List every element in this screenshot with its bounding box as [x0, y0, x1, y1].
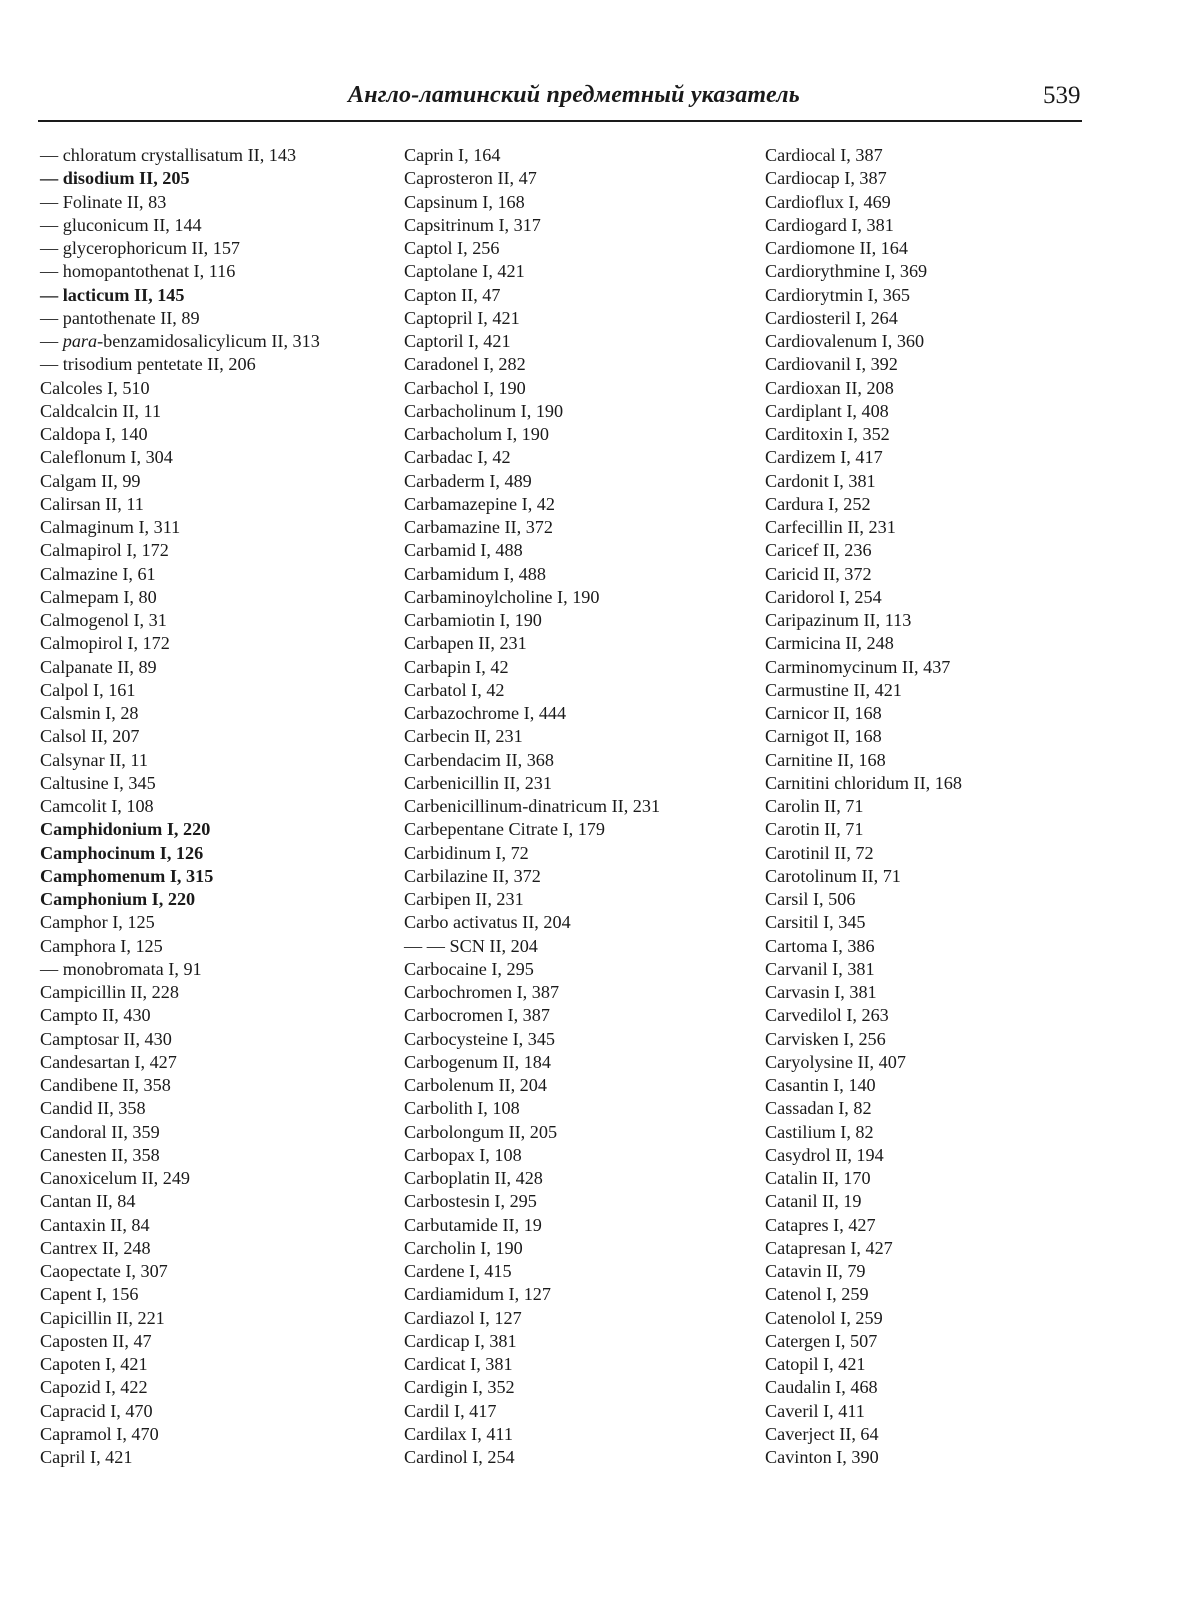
index-entry: Caudalin I, 468	[765, 1377, 878, 1398]
index-entry: — monobromata I, 91	[40, 958, 202, 979]
index-column-3	[765, 144, 962, 1469]
index-entry: Cardiorytmin I, 365	[765, 284, 910, 305]
index-entry: Camphonium I, 220	[40, 889, 196, 909]
index-entry: Carvedilol I, 263	[765, 1005, 889, 1026]
index-entry: — gluconicum II, 144	[40, 214, 202, 235]
index-column-2	[404, 144, 660, 1469]
index-entry: Caripazinum II, 113	[765, 610, 912, 630]
index-entry: Carbamiotin I, 190	[404, 610, 542, 630]
index-entry: Carbamazepine I, 42	[404, 493, 555, 514]
index-entry: — chloratum crystallisatum II, 143	[40, 145, 297, 165]
index-entry: Capsinum I, 168	[404, 191, 525, 212]
index-entry: Carnitine II, 168	[765, 749, 886, 770]
index-entry	[40, 330, 320, 353]
index-entry: Carmustine II, 421	[765, 679, 902, 700]
index-entry: Cardiplant I, 408	[765, 400, 889, 421]
index-entry: Casantin I, 140	[765, 1075, 876, 1095]
index-entry: Carbolenum II, 204	[404, 1075, 547, 1095]
index-entry: Cardinol I, 254	[404, 1447, 515, 1467]
index-entry: Carbendacim II, 368	[404, 749, 554, 770]
index-entry: Caltusine I, 345	[40, 772, 156, 793]
index-entry: Cardiorythmine I, 369	[765, 261, 928, 282]
index-entry: Carbogenum II, 184	[404, 1051, 551, 1072]
index-entry: Catopil I, 421	[765, 1354, 866, 1374]
index-entry: Carbolith I, 108	[404, 1098, 520, 1119]
index-entry: — lacticum II, 145	[40, 284, 185, 305]
index-entry: Carbazochrome I, 444	[404, 703, 567, 723]
index-entry: Carvisken I, 256	[765, 1028, 886, 1049]
index-entry: Caricef II, 236	[765, 540, 872, 561]
index-entry: Carnitini chloridum II, 168	[765, 772, 962, 793]
index-entry: Calgam II, 99	[40, 470, 141, 491]
index-entry: Calmaginum I, 311	[40, 517, 181, 537]
index-entry: Carotin II, 71	[765, 819, 864, 840]
index-entry: Cardene I, 415	[404, 1261, 512, 1281]
index-entry: Carolin II, 71	[765, 796, 864, 816]
index-entry: Cardioflux I, 469	[765, 191, 891, 212]
index-entry: Capicillin II, 221	[40, 1307, 165, 1328]
index-entry: Candibene II, 358	[40, 1075, 171, 1095]
index-entry: Carbamid I, 488	[404, 540, 523, 561]
index-entry: Carbocysteine I, 345	[404, 1028, 556, 1049]
index-entry: Cantrex II, 248	[40, 1237, 151, 1258]
index-entry: Carvanil I, 381	[765, 958, 875, 979]
index-entry: Carbaderm I, 489	[404, 470, 532, 491]
index-entry: Carbilazine II, 372	[404, 865, 541, 886]
index-entry: Capramol I, 470	[40, 1423, 159, 1444]
index-entry: Cardiazol I, 127	[404, 1307, 522, 1328]
index-entry: Calcoles I, 510	[40, 377, 150, 398]
index-entry: Canoxicelum II, 249	[40, 1168, 191, 1188]
index-entry: Carminomycinum II, 437	[765, 656, 951, 677]
index-entry: Casydrol II, 194	[765, 1144, 884, 1165]
index-entry: Calsol II, 207	[40, 726, 140, 747]
index-entry: Caprosteron II, 47	[404, 168, 537, 189]
index-entry: Carboplatin II, 428	[404, 1168, 543, 1188]
index-entry: Carotolinum II, 71	[765, 865, 901, 886]
index-entry: Catenolol I, 259	[765, 1307, 883, 1328]
index-entry: Carbipen II, 231	[404, 889, 524, 909]
index-entry: Carbepentane Citrate I, 179	[404, 819, 605, 840]
index-entry: Caricid II, 372	[765, 563, 872, 584]
index-entry: Caveril I, 411	[765, 1400, 865, 1421]
index-entry-prefix: —	[40, 331, 63, 351]
index-entry: Carfecillin II, 231	[765, 517, 896, 537]
index-entry: Catapres I, 427	[765, 1214, 876, 1235]
index-entry: Catanil II, 19	[765, 1191, 862, 1212]
index-entry: Camphomenum I, 315	[40, 865, 214, 886]
index-entry: Carbenicillin II, 231	[404, 772, 552, 793]
index-entry: — pantothenate II, 89	[40, 307, 200, 328]
index-entry: Cardiosteril I, 264	[765, 307, 898, 328]
index-entry: Carbapin I, 42	[404, 656, 509, 677]
index-entry: Carbo activatus II, 204	[404, 912, 571, 933]
index-entry: Caldcalcin II, 11	[40, 400, 162, 421]
index-entry: — disodium II, 205	[40, 168, 190, 189]
index-entry: — glycerophoricum II, 157	[40, 238, 241, 258]
index-entry: Carbamidum I, 488	[404, 563, 546, 584]
index-entry: Caldopa I, 140	[40, 424, 148, 444]
index-entry: Carbapen II, 231	[404, 633, 527, 654]
index-entry: Catalin II, 170	[765, 1168, 871, 1188]
index-entry: Catavin II, 79	[765, 1261, 866, 1281]
index-entry: Carsitil I, 345	[765, 912, 866, 933]
index-entry: Calmogenol I, 31	[40, 610, 167, 630]
index-entry: Carbostesin I, 295	[404, 1191, 537, 1212]
index-entry: Camphocinum I, 126	[40, 842, 204, 863]
index-entry: Caridorol I, 254	[765, 586, 882, 607]
index-entry: Carmicina II, 248	[765, 633, 894, 654]
running-header-title: Англо-латинский предметный указатель	[348, 82, 800, 108]
index-entry: Cardicap I, 381	[404, 1330, 517, 1351]
index-entry: Capril I, 421	[40, 1447, 133, 1467]
index-entry: Calpanate II, 89	[40, 656, 157, 677]
index-entry: Capent I, 156	[40, 1284, 139, 1305]
index-entry-italic: para	[62, 331, 98, 351]
index-entry: Cardicat I, 381	[404, 1354, 513, 1374]
index-entry: Caradonel I, 282	[404, 354, 526, 375]
index-entry: Campto II, 430	[40, 1005, 151, 1026]
index-entry: Carsil I, 506	[765, 889, 856, 909]
index-entry: Carvasin I, 381	[765, 982, 877, 1002]
index-entry: Calsmin I, 28	[40, 703, 139, 723]
index-entry: — — SCN II, 204	[404, 935, 538, 956]
index-entry: Camphora I, 125	[40, 935, 163, 956]
index-entry: Captoril I, 421	[404, 331, 511, 351]
index-entry: Calsynar II, 11	[40, 749, 148, 770]
index-entry: Carbaminoylcholine I, 190	[404, 586, 600, 607]
index-entry: Capozid I, 422	[40, 1377, 148, 1398]
index-entry: Capsitrinum I, 317	[404, 214, 541, 235]
index-entry-text: -benzamidosalicylicum II, 313	[97, 331, 320, 351]
index-entry: Carbocromen I, 387	[404, 1005, 550, 1026]
index-entry: Carbenicillinum-dinatricum II, 231	[404, 796, 661, 816]
index-entry: Cardil I, 417	[404, 1400, 497, 1421]
index-entry: Cardiamidum I, 127	[404, 1284, 551, 1305]
index-entry: Castilium I, 82	[765, 1121, 874, 1142]
index-entry: Carditoxin I, 352	[765, 424, 890, 444]
index-entry: Carbacholinum I, 190	[404, 400, 564, 421]
index-entry: — Folinate II, 83	[40, 191, 167, 212]
index-entry: Carnicor II, 168	[765, 703, 882, 723]
index-entry: Carbadac I, 42	[404, 447, 511, 468]
index-entry: Calmapirol I, 172	[40, 540, 169, 561]
index-entry: Cardilax I, 411	[404, 1423, 513, 1444]
index-entry: Carcholin I, 190	[404, 1237, 523, 1258]
index-entry: Calirsan II, 11	[40, 493, 144, 514]
index-entry: Cardiocap I, 387	[765, 168, 887, 189]
index-entry: Cartoma I, 386	[765, 935, 875, 956]
index-column-1	[40, 144, 320, 1469]
index-entry: Catenol I, 259	[765, 1284, 869, 1305]
index-entry: Cantaxin II, 84	[40, 1214, 150, 1235]
index-entry: Carbacholum I, 190	[404, 424, 549, 444]
index-entry: Carbachol I, 190	[404, 377, 526, 398]
index-entry: Cardiovalenum I, 360	[765, 331, 925, 351]
index-entry: Calmazine I, 61	[40, 563, 156, 584]
index-entry: Carbutamide II, 19	[404, 1214, 542, 1235]
index-entry: Calmepam I, 80	[40, 586, 157, 607]
index-entry: Cardura I, 252	[765, 493, 871, 514]
index-entry: Campicillin II, 228	[40, 982, 179, 1002]
index-entry: Cavinton I, 390	[765, 1447, 879, 1467]
index-entry: Carbolongum II, 205	[404, 1121, 558, 1142]
index-entry: — homopantothenat I, 116	[40, 261, 236, 282]
index-entry: Caverject II, 64	[765, 1423, 879, 1444]
index-entry: Candid II, 358	[40, 1098, 146, 1119]
index-entry: Carbopax I, 108	[404, 1144, 522, 1165]
index-entry: Cardiogard I, 381	[765, 214, 894, 235]
page-number: 539	[1043, 82, 1081, 109]
index-entry: Carbecin II, 231	[404, 726, 523, 747]
index-entry: Calmopirol I, 172	[40, 633, 170, 654]
index-entry: Carbidinum I, 72	[404, 842, 529, 863]
index-entry: Camphor I, 125	[40, 912, 155, 933]
index-entry: Cardizem I, 417	[765, 447, 883, 468]
index-entry: Canesten II, 358	[40, 1144, 160, 1165]
index-entry: Camphidonium I, 220	[40, 819, 211, 840]
index-entry: Captol I, 256	[404, 238, 500, 258]
index-entry: Caposten II, 47	[40, 1330, 152, 1351]
index-entry: Cassadan I, 82	[765, 1098, 872, 1119]
index-entry: Cardiovanil I, 392	[765, 354, 898, 375]
index-entry: Caopectate I, 307	[40, 1261, 168, 1281]
index-entry: Carbatol I, 42	[404, 679, 505, 700]
index-entry: Carbochromen I, 387	[404, 982, 560, 1002]
index-entry: Capracid I, 470	[40, 1400, 153, 1421]
index-entry: Captopril I, 421	[404, 307, 520, 328]
index-entry: Capoten I, 421	[40, 1354, 148, 1374]
index-entry: Cardiocal I, 387	[765, 145, 883, 165]
index-entry: Cardonit I, 381	[765, 470, 876, 491]
index-entry: Captolane I, 421	[404, 261, 525, 282]
index-entry: Calpol I, 161	[40, 679, 136, 700]
index-entry: Camptosar II, 430	[40, 1028, 172, 1049]
index-entry: Carbamazine II, 372	[404, 517, 553, 537]
header-rule	[38, 120, 1082, 122]
index-entry: Carotinil II, 72	[765, 842, 874, 863]
index-entry: Carbocaine I, 295	[404, 958, 534, 979]
index-entry: Cardigin I, 352	[404, 1377, 515, 1398]
index-entry: Caryolysine II, 407	[765, 1051, 906, 1072]
index-entry: Cardioxan II, 208	[765, 377, 894, 398]
index-entry: Candesartan I, 427	[40, 1051, 177, 1072]
index-entry: Catergen I, 507	[765, 1330, 878, 1351]
index-entry: Carnigot II, 168	[765, 726, 882, 747]
index-entry: — trisodium pentetate II, 206	[40, 354, 256, 375]
index-entry: Candoral II, 359	[40, 1121, 160, 1142]
index-entry: Cantan II, 84	[40, 1191, 136, 1212]
index-entry: Catapresan I, 427	[765, 1237, 893, 1258]
index-entry: Caleflonum I, 304	[40, 447, 173, 468]
index-entry: Camcolit I, 108	[40, 796, 154, 816]
index-entry: Cardiomone II, 164	[765, 238, 908, 258]
index-entry: Caprin I, 164	[404, 145, 501, 165]
index-entry: Capton II, 47	[404, 284, 501, 305]
